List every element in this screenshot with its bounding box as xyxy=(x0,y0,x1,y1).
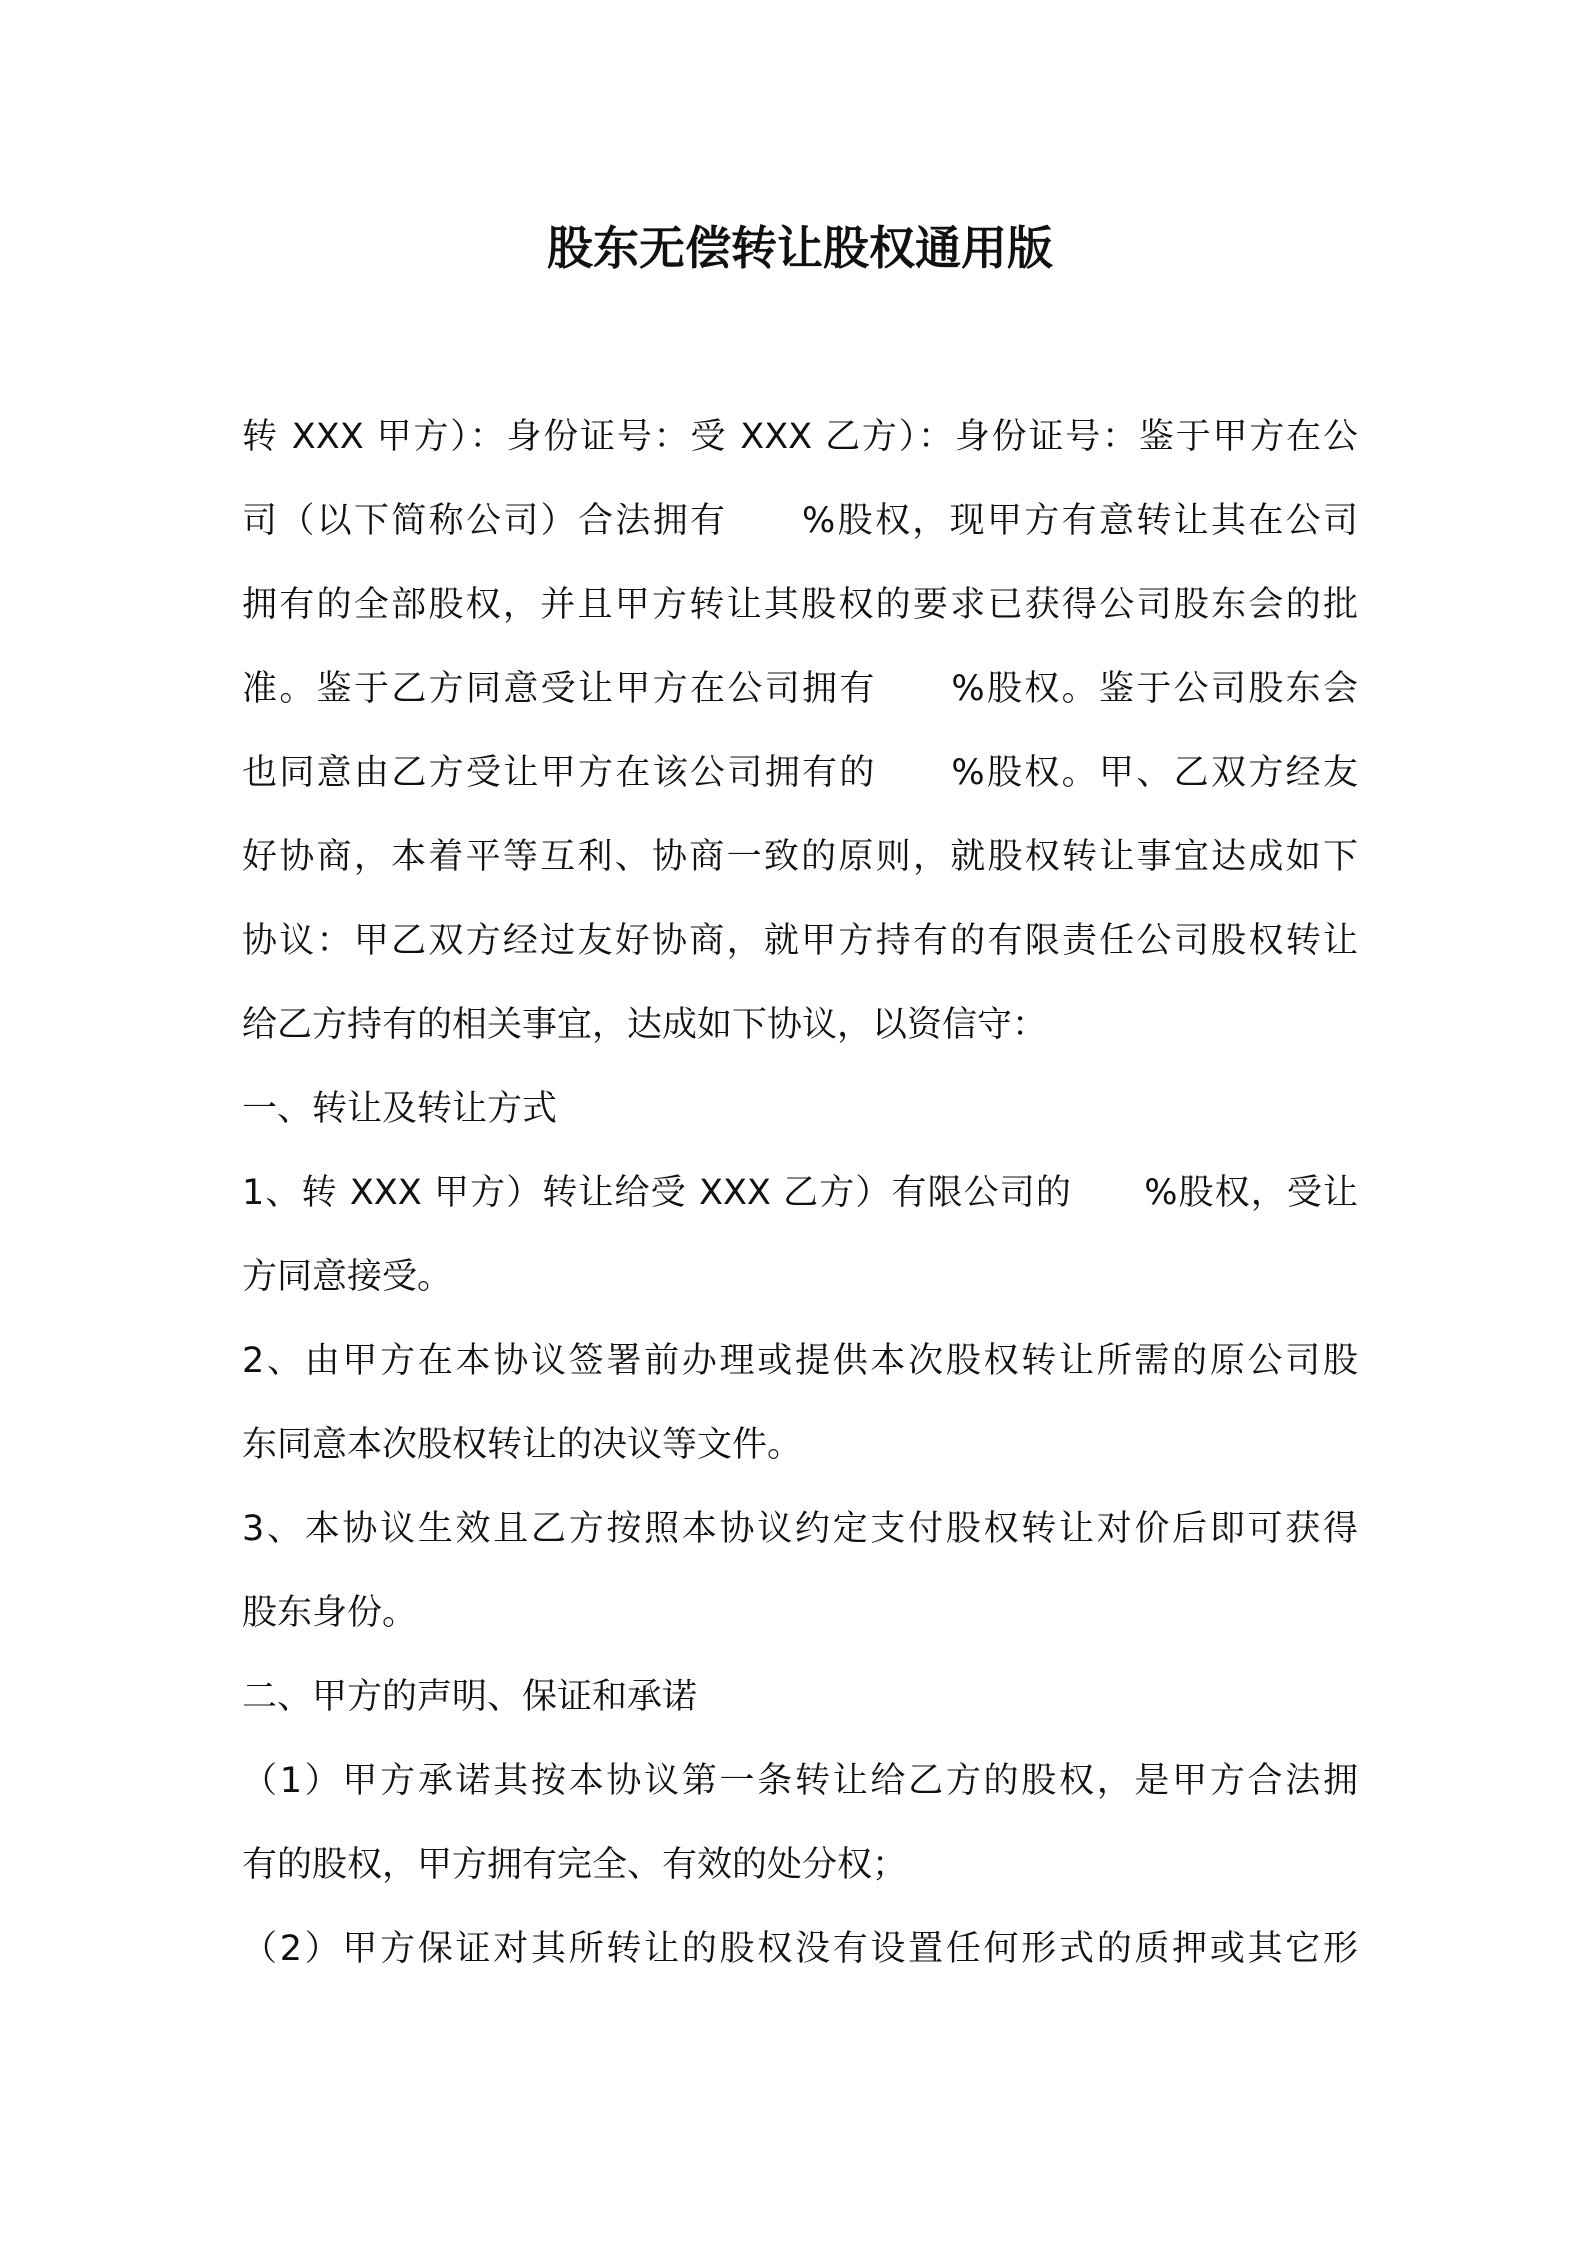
text-line: 司（以下简称公司）合法拥有 %股权，现甲方有意转让其在公司 xyxy=(242,501,1358,541)
text-line: 1、转 XXX 甲方）转让给受 XXX 乙方）有限公司的 %股权，受让 xyxy=(242,1173,1358,1213)
text-line: 3、本协议生效且乙方按照本协议约定支付股权转让对价后即可获得 xyxy=(242,1509,1358,1549)
text-line: 2、由甲方在本协议签署前办理或提供本次股权转让所需的原公司股 xyxy=(242,1341,1358,1381)
sub-clause-1 xyxy=(242,1739,1358,1907)
text-line: 方同意接受。 xyxy=(242,1257,453,1297)
sub-clause-2 xyxy=(242,1907,1358,1991)
section-heading: 二、甲方的声明、保证和承诺 xyxy=(242,1677,698,1717)
text-line: （2）甲方保证对其所转让的股权没有设置任何形式的质押或其它形 xyxy=(242,1929,1358,1969)
document-title: 股东无偿转让股权通用版 xyxy=(547,221,1053,275)
section-heading-2 xyxy=(242,1655,1358,1739)
text-line: 也同意由乙方受让甲方在该公司拥有的 %股权。甲、乙双方经友 xyxy=(242,753,1358,793)
text-line: （1）甲方承诺其按本协议第一条转让给乙方的股权，是甲方合法拥 xyxy=(242,1761,1358,1801)
text-line: 协议：甲乙双方经过友好协商，就甲方持有的有限责任公司股权转让 xyxy=(242,921,1358,961)
document-body xyxy=(242,395,1358,1991)
text-line: 东同意本次股权转让的决议等文件。 xyxy=(242,1425,803,1465)
text-line: 准。鉴于乙方同意受让甲方在公司拥有 %股权。鉴于公司股东会 xyxy=(242,669,1358,709)
text-line: 转 XXX 甲方）：身份证号：受 XXX 乙方）：身份证号：鉴于甲方在公 xyxy=(242,417,1358,457)
text-line: 有的股权，甲方拥有完全、有效的处分权； xyxy=(242,1845,908,1885)
section-heading-1 xyxy=(242,1067,1358,1151)
paragraph-preamble xyxy=(242,395,1358,1067)
section-heading: 一、转让及转让方式 xyxy=(242,1089,558,1129)
clause-2 xyxy=(242,1319,1358,1487)
clause-1 xyxy=(242,1151,1358,1319)
text-line: 股东身份。 xyxy=(242,1593,418,1633)
text-line: 给乙方持有的相关事宜，达成如下协议，以资信守： xyxy=(242,1005,1048,1045)
text-line: 好协商，本着平等互利、协商一致的原则，就股权转让事宜达成如下 xyxy=(242,837,1358,877)
clause-3 xyxy=(242,1487,1358,1655)
text-line: 拥有的全部股权，并且甲方转让其股权的要求已获得公司股东会的批 xyxy=(242,585,1358,625)
